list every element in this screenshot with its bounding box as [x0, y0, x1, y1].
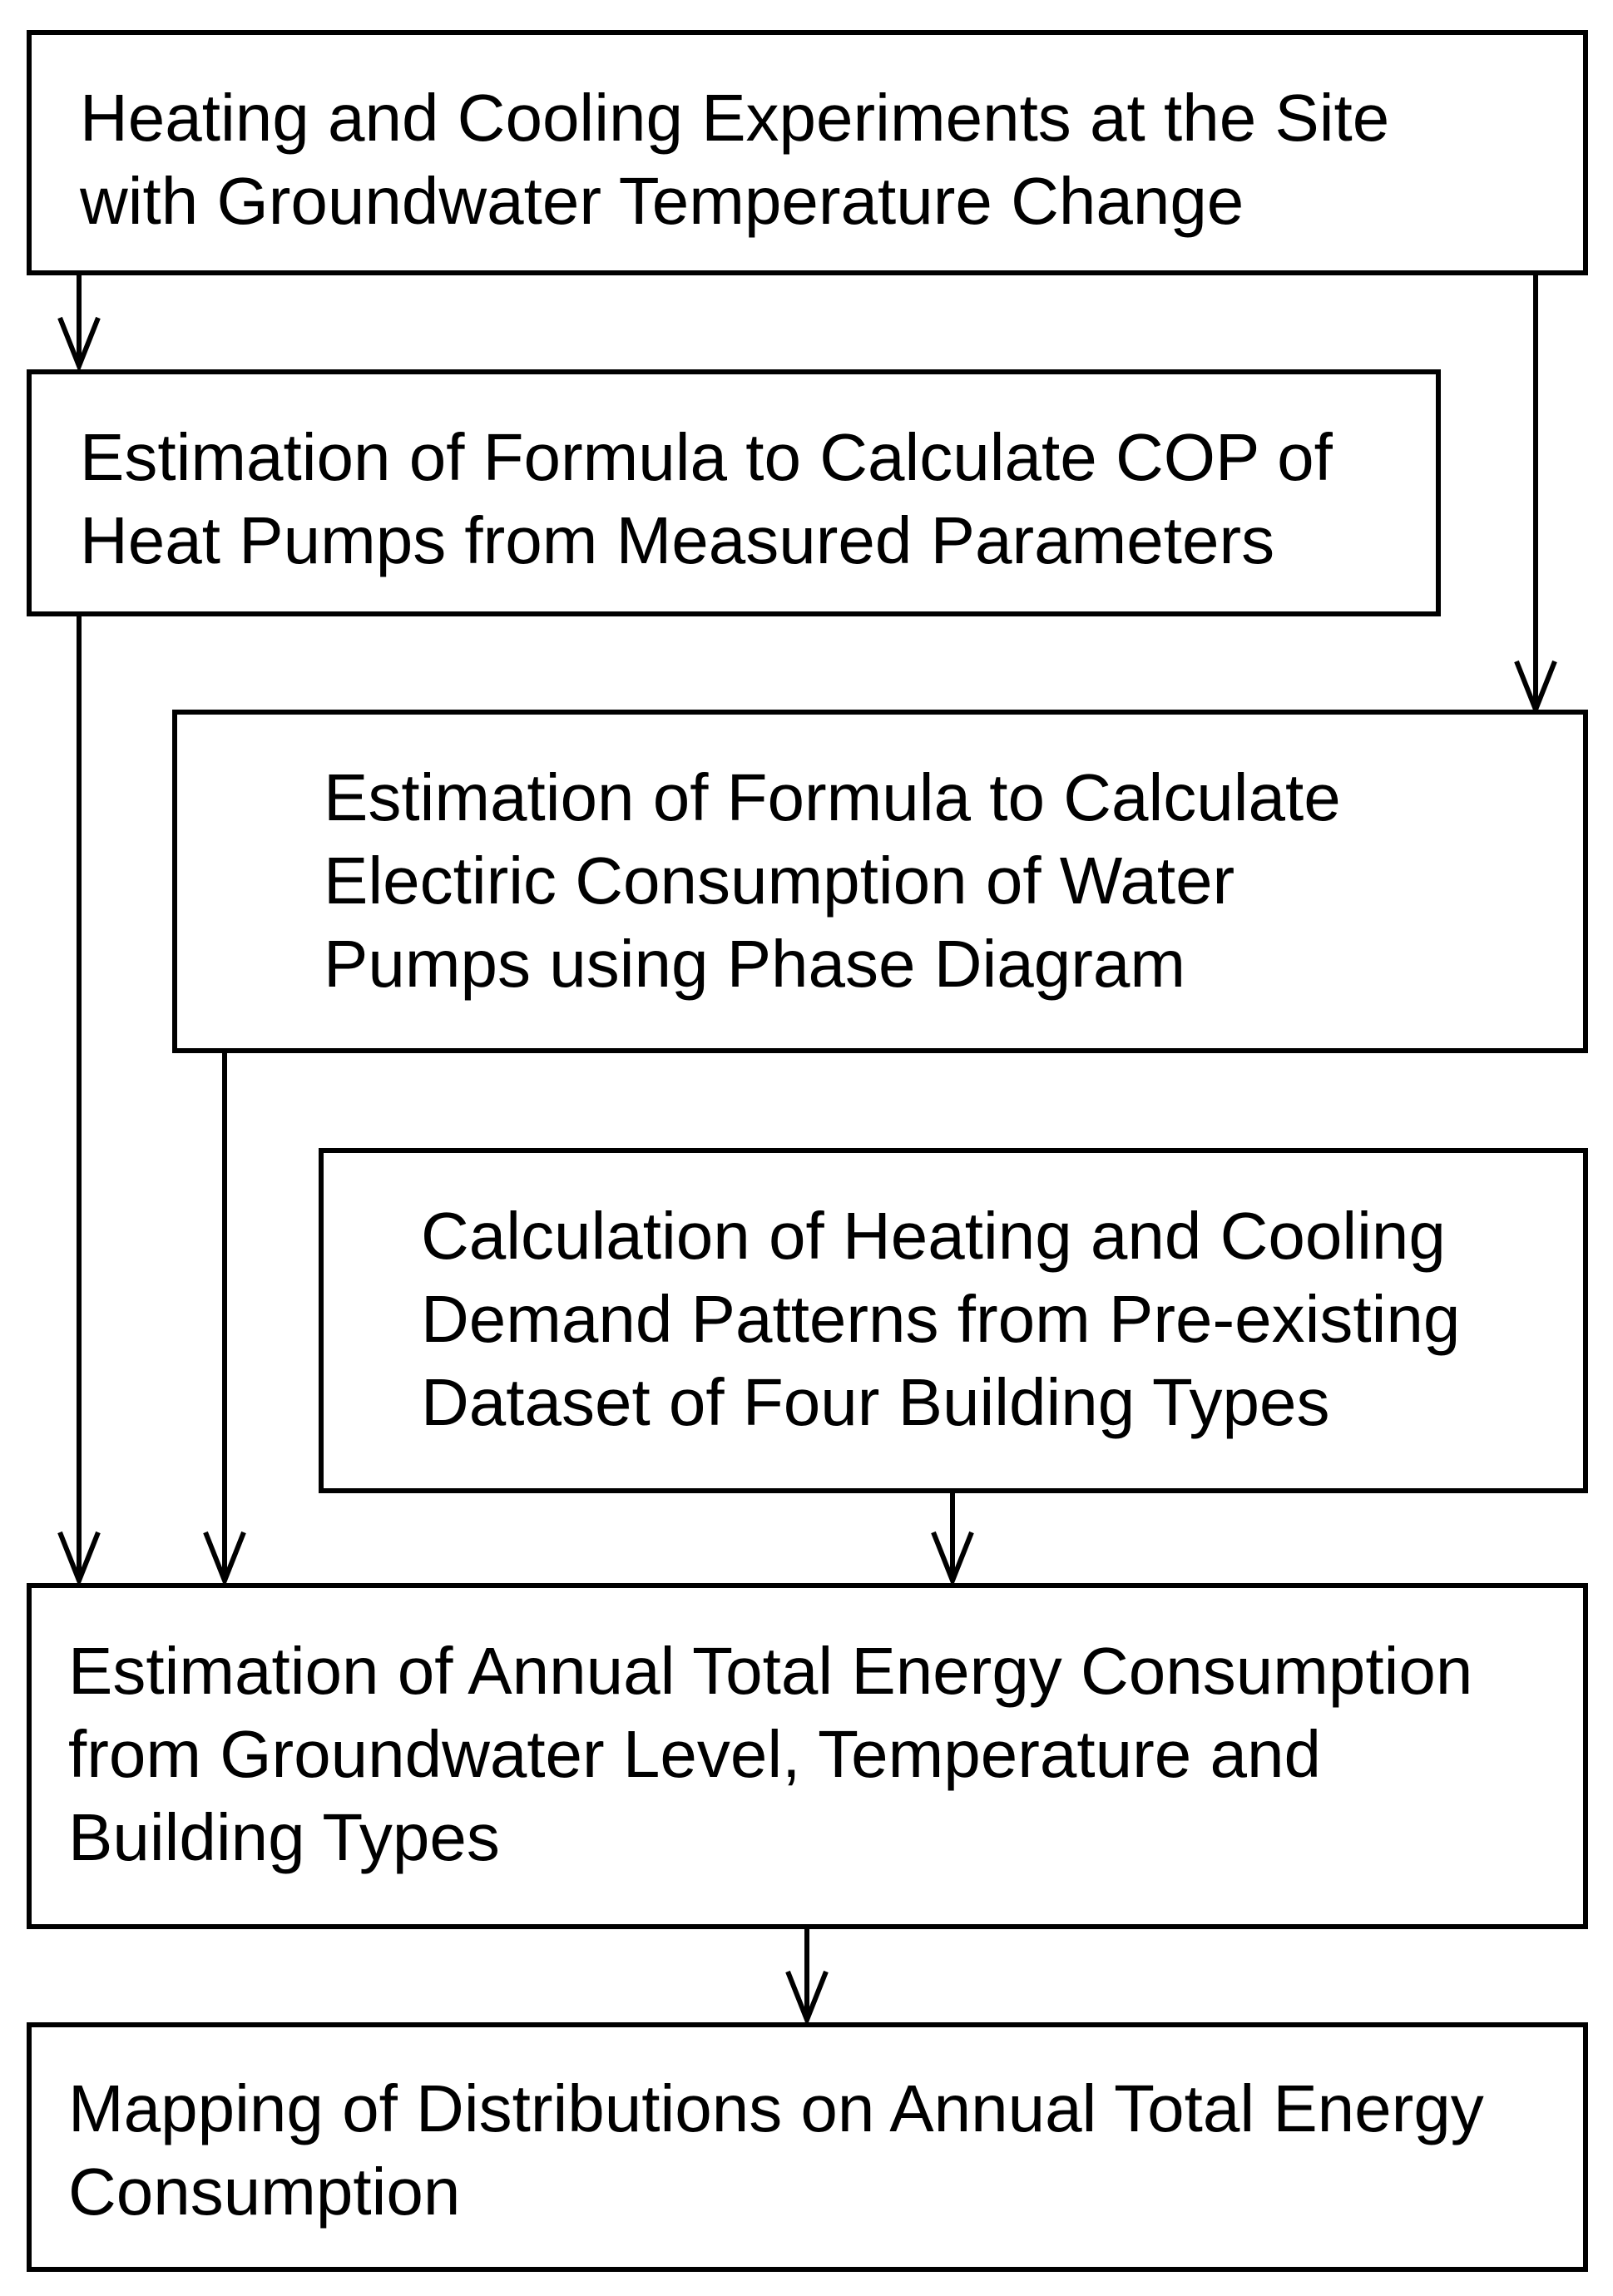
arrow-site-to-cop: [60, 273, 98, 366]
arrow-demand-to-annual: [933, 1491, 972, 1581]
arrow-cop-to-annual: [60, 614, 98, 1581]
box-line: Estimation of Annual Total Energy Consumption: [68, 1634, 1473, 1708]
box-line: Estimation of Formula to Calculate: [324, 760, 1341, 834]
box-line: Heat Pumps from Measured Parameters: [80, 503, 1275, 577]
box-mapping: [27, 2022, 1588, 2272]
box-line: Pumps using Phase Diagram: [324, 927, 1186, 1001]
box-line: Electiric Consumption of Water: [324, 844, 1235, 918]
box-site-experiments-text: [80, 77, 1389, 243]
box-line: Calculation of Heating and Cooling: [421, 1199, 1446, 1273]
arrow-annual-to-mapping: [788, 1927, 826, 2020]
box-line: Consumption: [68, 2155, 461, 2229]
box-demand-patterns: [319, 1148, 1588, 1493]
box-pump-formula-text: [324, 756, 1341, 1006]
box-line: Building Types: [68, 1800, 500, 1874]
box-line: Heating and Cooling Experiments at the Site: [80, 81, 1390, 155]
arrow-pump-to-annual: [205, 1051, 244, 1581]
box-annual-energy: [27, 1583, 1588, 1929]
box-annual-energy-text: [68, 1630, 1472, 1879]
box-pump-formula: [172, 710, 1588, 1053]
box-line: from Groundwater Level, Temperature and: [68, 1717, 1321, 1791]
box-line: Mapping of Distributions on Annual Total Energy: [68, 2071, 1484, 2145]
box-site-experiments: [27, 30, 1588, 275]
box-line: Estimation of Formula to Calculate COP of: [80, 420, 1333, 494]
box-mapping-text: [68, 2067, 1484, 2234]
box-line: Demand Patterns from Pre-existing: [421, 1282, 1461, 1356]
box-cop-formula: [27, 369, 1441, 616]
arrow-site-to-pump: [1517, 273, 1555, 710]
box-cop-formula-text: [80, 416, 1333, 582]
box-demand-patterns-text: [421, 1195, 1460, 1444]
box-line: with Groundwater Temperature Change: [80, 164, 1244, 238]
box-line: Dataset of Four Building Types: [421, 1365, 1330, 1439]
